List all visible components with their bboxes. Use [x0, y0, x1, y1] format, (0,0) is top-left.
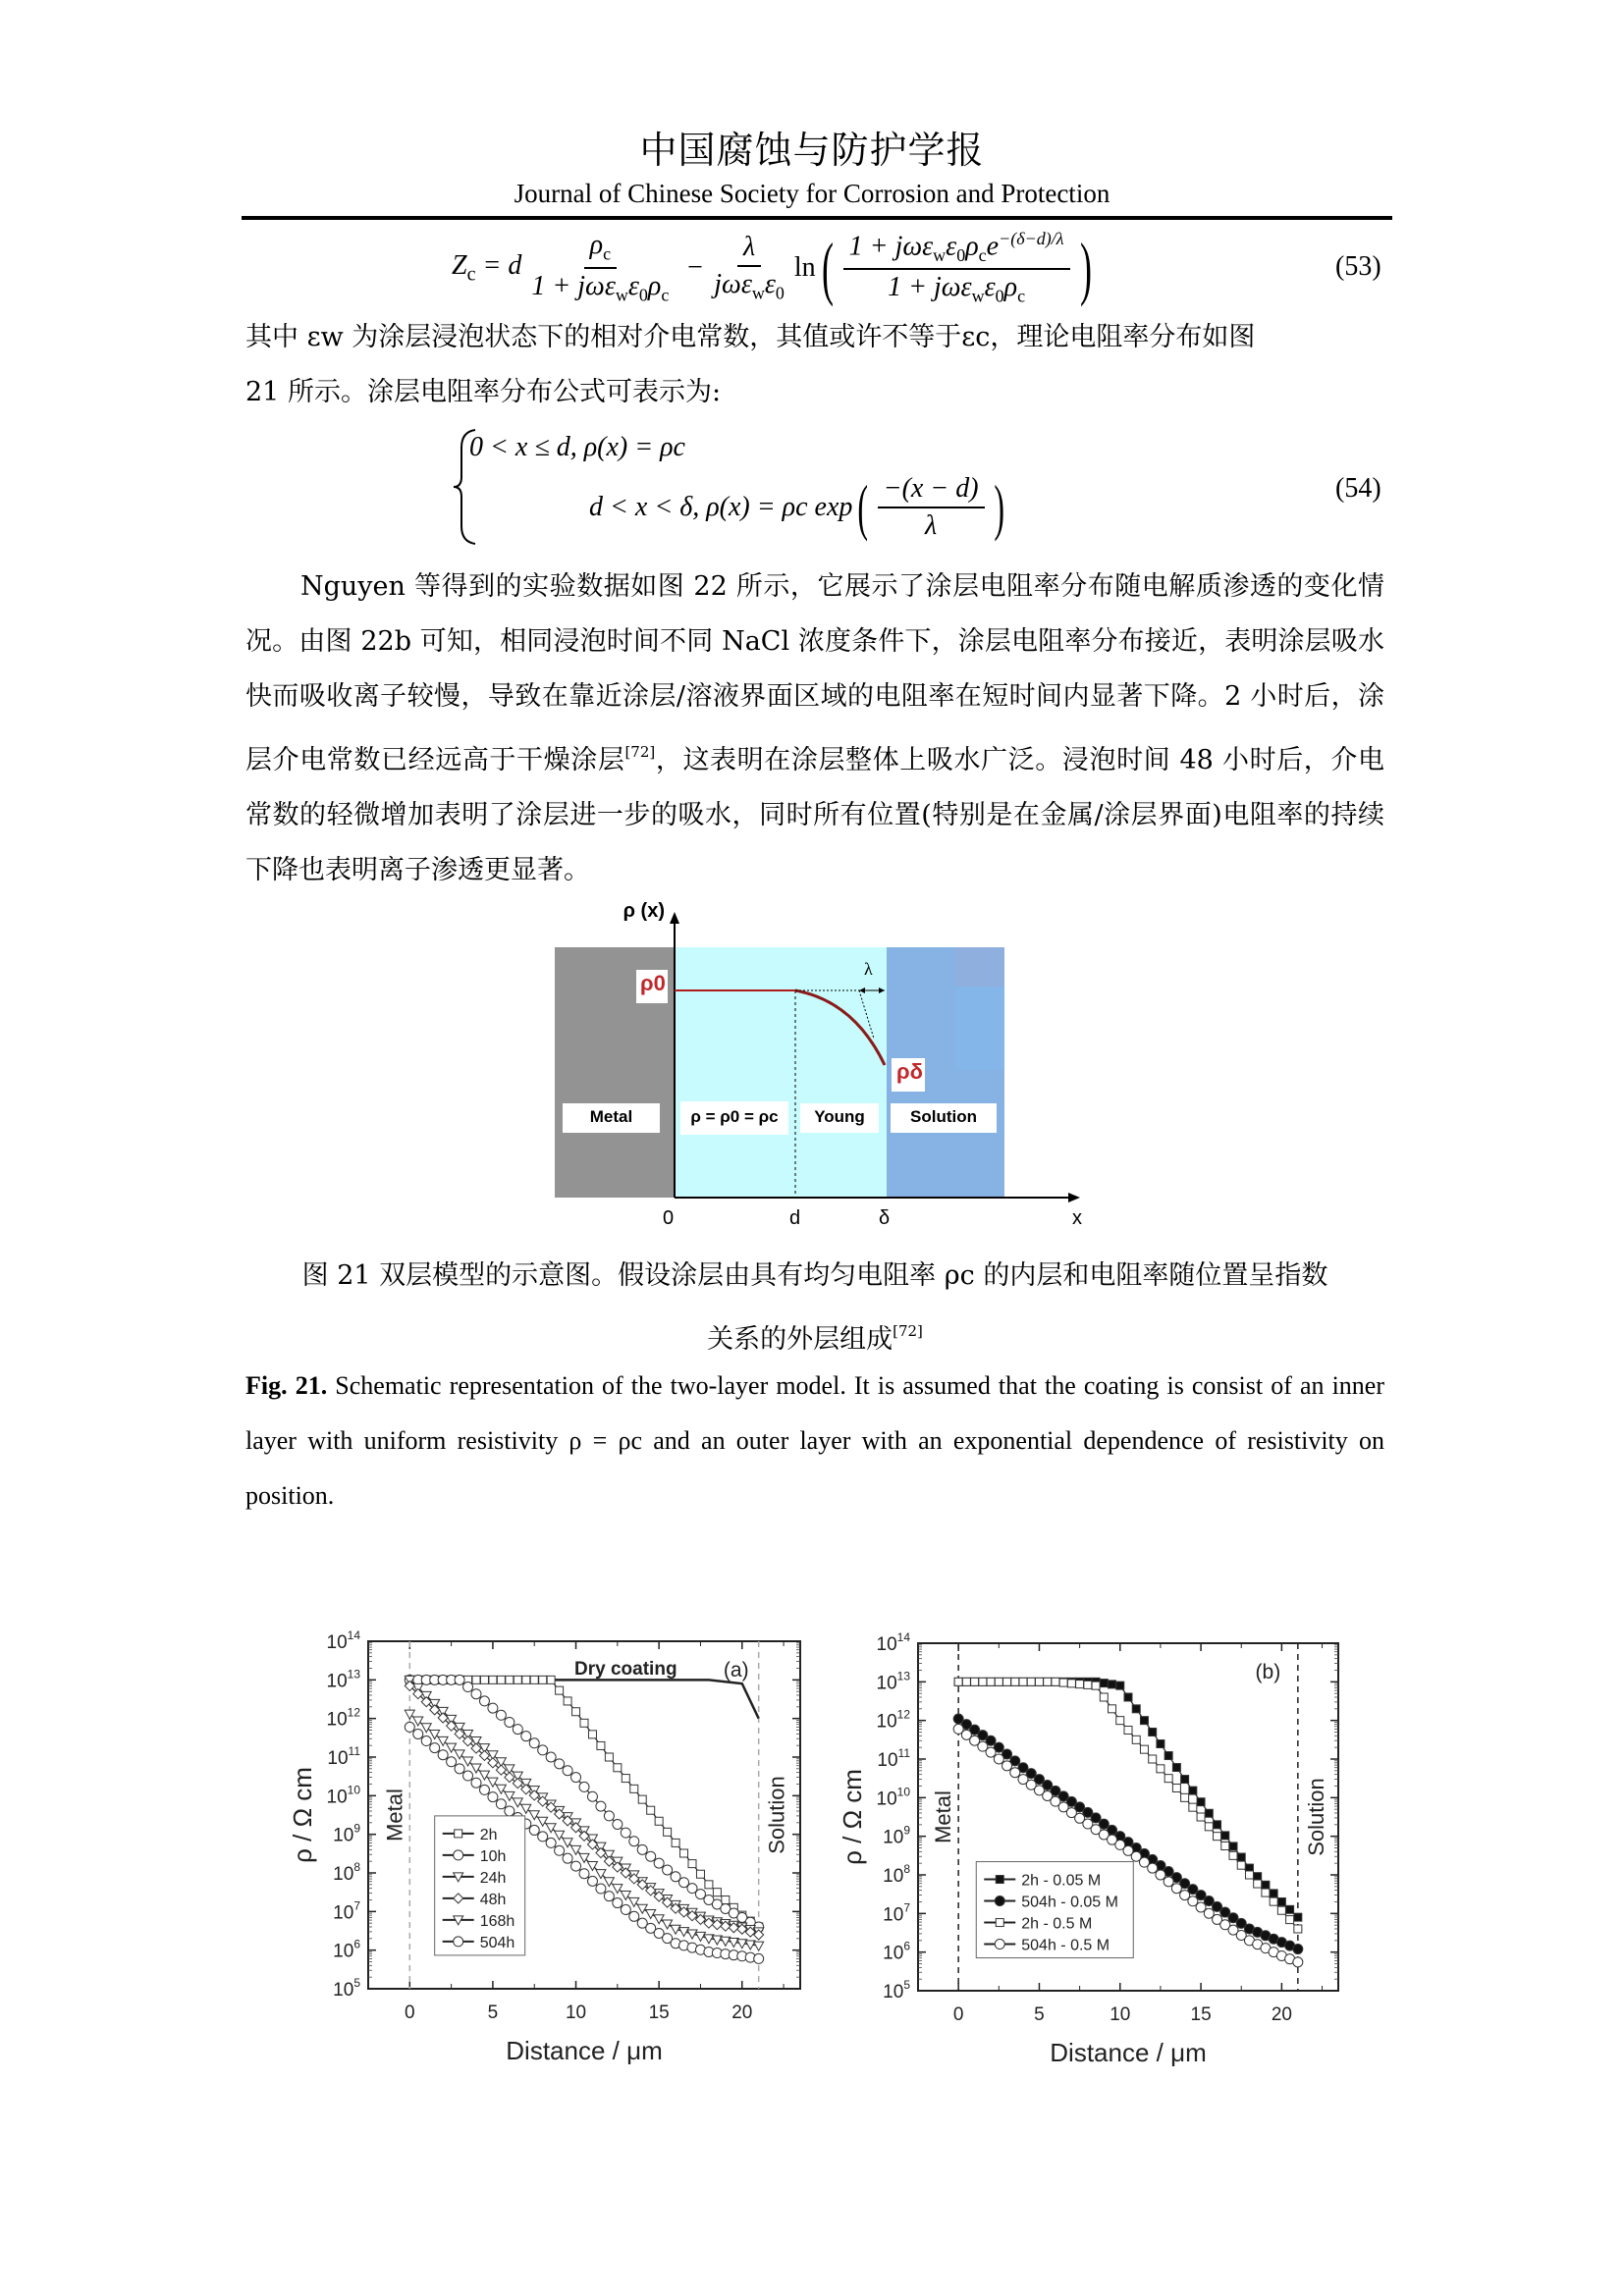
svg-text:2h: 2h [479, 1826, 498, 1843]
svg-text:2h - 0.5 M: 2h - 0.5 M [1021, 1915, 1093, 1933]
svg-text:504h: 504h [479, 1934, 515, 1951]
svg-text:107: $10^7$ [883, 1900, 910, 1926]
lambda-label: λ [864, 959, 873, 979]
svg-text:5: 5 [487, 2002, 499, 2023]
svg-text:1011: $10^{11}$ [877, 1746, 910, 1771]
young-label: Young [814, 1107, 865, 1126]
plot-frame [368, 1641, 800, 1989]
svg-text:1010: $10^{10}$ [326, 1783, 360, 1808]
svg-text:1013: $10^{13}$ [326, 1667, 360, 1692]
y-axis-label: ρ (x) [623, 900, 665, 922]
svg-text:106: $10^6$ [883, 1939, 910, 1964]
svg-text:107: $10^7$ [333, 1898, 360, 1924]
svg-text:109: $10^9$ [333, 1821, 360, 1846]
svg-text:ρ / Ω cm: ρ / Ω cm [288, 1767, 317, 1863]
equation-54-line-2: d < x < δ, ρ(x) = ρc exp ( $\frac{-(x - d)}{\lambda}$ ) [589, 472, 1004, 542]
svg-text:10: 10 [1110, 2004, 1131, 2025]
svg-text:Dry coating: Dry coating [574, 1659, 677, 1680]
svg-text:15: 15 [648, 2002, 670, 2023]
chart-b [825, 1620, 1384, 2081]
paragraph-2-text-1: Nguyen 等得到的实验数据如图 22 所示，它展示了涂层电阻率分布随电解质渗透的变化情况。由图 22b 可知，相同浸泡时间不同 NaCl 浓度条件下，涂层电阻率分布接近，表明涂层吸水快而吸收离子较慢，导致在靠近涂层/溶液界面区域的电阻率在短时间内显著下降。2 小时后，涂层介电常数已经远高于干燥涂层 [245, 571, 1384, 775]
paragraph-2-text-2: ，这表明在涂层整体上吸水广泛。浸泡时间 48 小时后，介电常数的轻微增加表明了涂层进一步的吸水，同时所有位置(特别是在金属/涂层界面)电阻率的持续下降也表明离子渗透更显著。 [245, 745, 1385, 885]
series-Drycoating [409, 1680, 758, 1718]
svg-text:Metal: Metal [382, 1789, 407, 1842]
rho-delta-label: ρδ [896, 1059, 923, 1084]
svg-text:10: 10 [565, 2002, 587, 2023]
paragraph-1-line-2: 21 所示。涂层电阻率分布公式可表示为: [245, 377, 722, 407]
svg-text:108: $10^8$ [883, 1862, 910, 1887]
equation-53-number: (53) [1335, 251, 1381, 282]
caption-en-text: Schematic representation of the two-layer model. It is assumed that the coating is consist of an inner layer with uniform resistivity ρ = ρc and an outer layer with an exponential dependence of resistivity on position. [245, 1371, 1384, 1510]
svg-text:Distance / μm: Distance / μm [506, 2036, 663, 2065]
svg-text:Distance / μm: Distance / μm [1050, 2038, 1207, 2067]
journal-title-en: Journal of Chinese Society for Corrosion and Protection [514, 179, 1110, 208]
svg-text:106: $10^6$ [333, 1937, 360, 1962]
header-rule [242, 216, 1392, 220]
equation-54-line-1: 0 < x ≤ d, ρ(x) = ρc [469, 432, 685, 462]
x-tick-delta: δ [879, 1207, 891, 1229]
solution-label: Solution [910, 1107, 977, 1126]
svg-text:504h - 0.5 M: 504h - 0.5 M [1021, 1937, 1110, 1954]
caption-cn-text: 关系的外层组成 [707, 1324, 893, 1355]
svg-text:105: $10^5$ [883, 1978, 910, 2002]
coating-region [675, 947, 887, 1198]
figure-21-caption-cn-line-1: 图 21 双层模型的示意图。假设涂层由具有均匀电阻率 ρc 的内层和电阻率随位置呈指数 [301, 1260, 1328, 1291]
svg-text:168h: 168h [479, 1912, 515, 1930]
paragraph-2 [245, 560, 1384, 898]
equation-54-number: (54) [1335, 473, 1381, 504]
chart-a [285, 1620, 835, 2081]
journal-title-cn: 中国腐蚀与防护学报 [639, 129, 985, 172]
svg-text:2h - 0.05 M: 2h - 0.05 M [1021, 1872, 1102, 1890]
figure-21-caption-en [245, 1359, 1384, 1523]
svg-text:20: 20 [731, 2002, 753, 2023]
x-tick-0: 0 [663, 1207, 675, 1229]
svg-text:Solution: Solution [764, 1776, 789, 1854]
x-axis-label: x [1072, 1207, 1082, 1229]
svg-text:20: 20 [1271, 2004, 1292, 2025]
svg-text:1010: $10^{10}$ [876, 1785, 910, 1810]
metal-label: Metal [589, 1107, 633, 1126]
figure-label: Fig. 21. [245, 1371, 328, 1400]
svg-text:504h - 0.05 M: 504h - 0.05 M [1021, 1894, 1118, 1911]
svg-text:(b): (b) [1255, 1661, 1281, 1683]
svg-text:0: 0 [405, 2002, 415, 2023]
svg-text:5: 5 [1034, 2004, 1045, 2025]
svg-text:0: 0 [952, 2004, 964, 2025]
x-tick-d: d [789, 1207, 801, 1229]
svg-text:1012: $10^{12}$ [876, 1707, 910, 1733]
svg-text:1012: $10^{12}$ [326, 1705, 360, 1731]
svg-text:ρ / Ω cm: ρ / Ω cm [838, 1769, 867, 1865]
figure-21-diagram [545, 900, 1095, 1242]
svg-text:109: $10^9$ [883, 1823, 910, 1848]
svg-text:48h: 48h [479, 1891, 507, 1908]
citation-72[interactable]: [72] [624, 743, 656, 761]
svg-text:1014: $10^{14}$ [326, 1629, 360, 1653]
svg-text:24h: 24h [479, 1869, 507, 1887]
paragraph-1-line-1: 其中 εw 为涂层浸泡状态下的相对介电常数，其值或许不等于εc，理论电阻率分布如图 [245, 322, 1256, 352]
svg-text:Solution: Solution [1303, 1778, 1328, 1856]
svg-text:1011: $10^{11}$ [327, 1744, 360, 1769]
inner-layer-label: ρ = ρ0 = ρc [690, 1107, 779, 1126]
svg-text:1013: $10^{13}$ [876, 1669, 910, 1694]
equation-53: $Z_c = d$ $\frac{\rho_c}{1 + j\omega\varepsilon_w\varepsilon_0\rho_c}$ − $\frac{\lambda}{j\omega\varepsilon_w\varepsilon_0}$ ln ( $\frac{1 + j\omega\varepsilon_w\varepsilon_0\rho_ce^{-(\delta-d)/\lambda}}{1 + j\omega\varepsilon_w\varepsilon_0\rho_c}$ ) [452, 228, 1092, 307]
svg-text:1014: $10^{14}$ [876, 1630, 910, 1655]
svg-text:15: 15 [1190, 2004, 1212, 2025]
svg-text:10h: 10h [479, 1847, 507, 1865]
rho-0-label: ρ0 [640, 971, 666, 995]
svg-text:108: $10^8$ [333, 1860, 360, 1885]
svg-text:(a): (a) [723, 1659, 749, 1682]
citation-72[interactable]: [72] [893, 1322, 923, 1340]
svg-text:Metal: Metal [931, 1790, 956, 1843]
svg-text:105: $10^5$ [333, 1976, 360, 2001]
